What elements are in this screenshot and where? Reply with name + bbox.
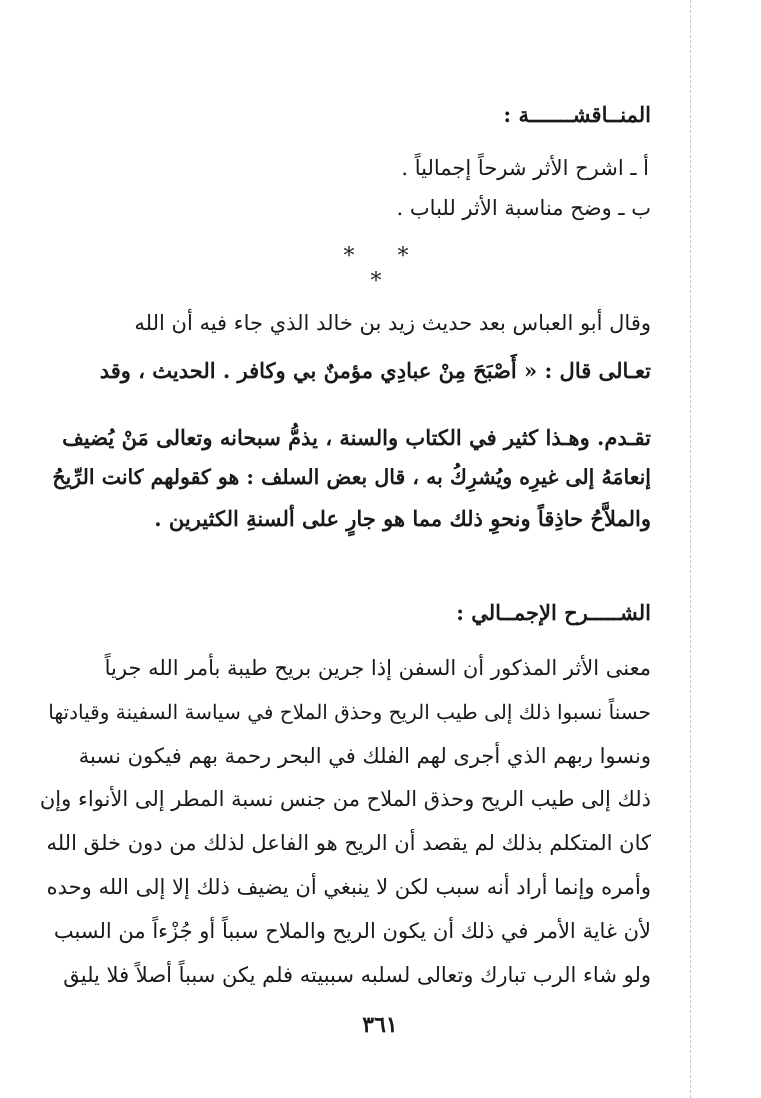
- discussion-item: أ ـ اشرح الأثر شرحاً إجمالياً .: [401, 156, 649, 180]
- discussion-item: ب ـ وضح مناسبة الأثر للباب .: [396, 196, 651, 220]
- paragraph-line: وقال أبو العباس بعد حديث زيد بن خالد الذي جاء فيه أن الله: [134, 311, 651, 335]
- explanation-line: وأمره وإنما أراد أنه سبب لكن لا ينبغي أن يضيف ذلك إلا إلى الله وحده: [46, 875, 651, 899]
- page-number: ٣٦١: [362, 1012, 398, 1038]
- explanation-line: ذلك إلى طيب الريح وحذق الملاح من جنس نسبة المطر إلى الأنواء وإن: [39, 787, 651, 811]
- explanation-line: حسناً نسبوا ذلك إلى طيب الريح وحذق الملاح في سياسة السفينة وقيادتها: [48, 700, 651, 724]
- discussion-heading: المنــاقشـــــــة :: [503, 102, 651, 127]
- paragraph-line: إنعامَهُ إلى غيرِه ويُشرِكُ به ، قال بعض السلف : هو كقولهم كانت الرِّيحُ: [52, 465, 651, 489]
- explanation-heading: الشـــــرح الإجمــالي :: [456, 600, 651, 625]
- paragraph-line: والملاَّحُ حاذِقاً ونحوِ ذلك مما هو جارٍ على ألسنةِ الكثيرين .: [154, 506, 651, 531]
- paragraph-line: تقـدم. وهـذا كثير في الكتاب والسنة ، يذمُّ سبحانه وتعالى مَنْ يُضيف: [62, 425, 651, 450]
- explanation-line: ولو شاء الرب تبارك وتعالى لسلبه سببيته فلم يكن سبباً أصلاً فلا يليق: [63, 963, 651, 987]
- page-edge-divider: [690, 0, 691, 1098]
- explanation-line: كان المتكلم بذلك لم يقصد أن الريح هو الفاعل لذلك من دون خلق الله: [46, 831, 651, 855]
- explanation-line: لأن غاية الأمر في ذلك أن يكون الريح والملاح سبباً أو جُزْءاً من السبب: [53, 919, 651, 943]
- section-separator: * * *: [343, 244, 427, 294]
- paragraph-line: تعـالى قال : « أَصْبَحَ مِنْ عبادِي مؤمنٌ بي وكافر . الحديث ، وقد: [99, 358, 651, 383]
- explanation-line: ونسوا ربهم الذي أجرى لهم الفلك في البحر رحمة بهم فيكون نسبة: [78, 744, 651, 768]
- explanation-line: معنى الأثر المذكور أن السفن إذا جرين بريح طيبة بأمر الله جرياً: [104, 656, 651, 680]
